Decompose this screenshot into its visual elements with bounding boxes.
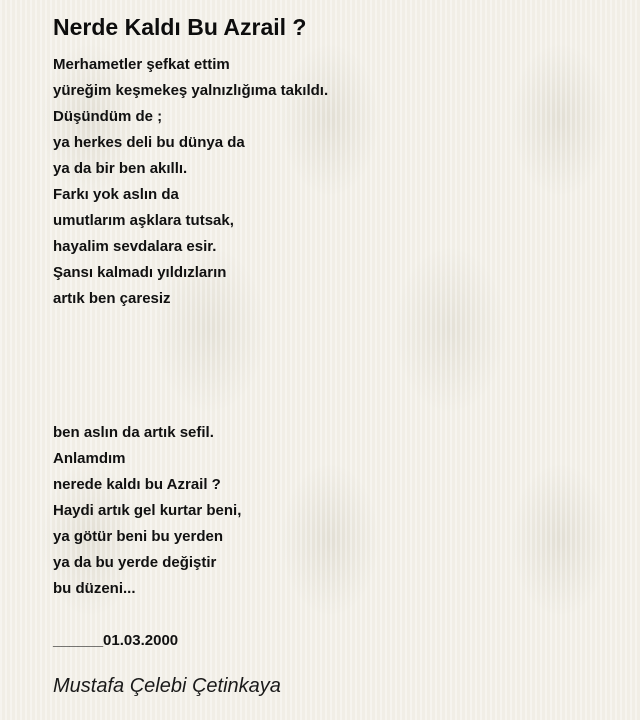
poem-line: Haydi artık gel kurtar beni, <box>53 502 242 519</box>
poem-line: umutlarım aşklara tutsak, <box>53 212 234 229</box>
poem-line: yüreğim keşmekeş yalnızlığıma takıldı. <box>53 82 329 99</box>
poem-line: Merhametler şefkat ettim <box>53 56 230 73</box>
poem-line: ya da bu yerde değiştir <box>53 554 217 571</box>
poem-line: Farkı yok aslın da <box>53 186 179 203</box>
poem-author[interactable]: Mustafa Çelebi Çetinkaya <box>53 675 281 697</box>
poem-line: ya herkes deli bu dünya da <box>53 134 245 151</box>
poem-line: Anlamdım <box>53 450 126 467</box>
poem-line: ben aslın da artık sefil. <box>53 424 214 441</box>
poem-title: Nerde Kaldı Bu Azrail ? <box>53 14 307 40</box>
poem-line: ya götür beni bu yerden <box>53 528 224 545</box>
poem-stanza-2 <box>53 420 613 602</box>
poem-line: bu düzeni... <box>53 580 136 597</box>
poem-date: ______01.03.2000 <box>53 632 179 649</box>
poem-stanza-1 <box>53 52 613 312</box>
poem-line: nerede kaldı bu Azrail ? <box>53 476 221 493</box>
poem-page <box>53 10 613 700</box>
poem-line: ya da bir ben akıllı. <box>53 160 188 177</box>
poem-line: hayalim sevdalara esir. <box>53 238 217 255</box>
poem-line: artık ben çaresiz <box>53 290 171 307</box>
poem-line: Şansı kalmadı yıldızların <box>53 264 227 281</box>
poem-line: Düşündüm de ; <box>53 108 163 125</box>
stanza-spacer <box>53 312 613 412</box>
date-spacer <box>53 602 613 628</box>
